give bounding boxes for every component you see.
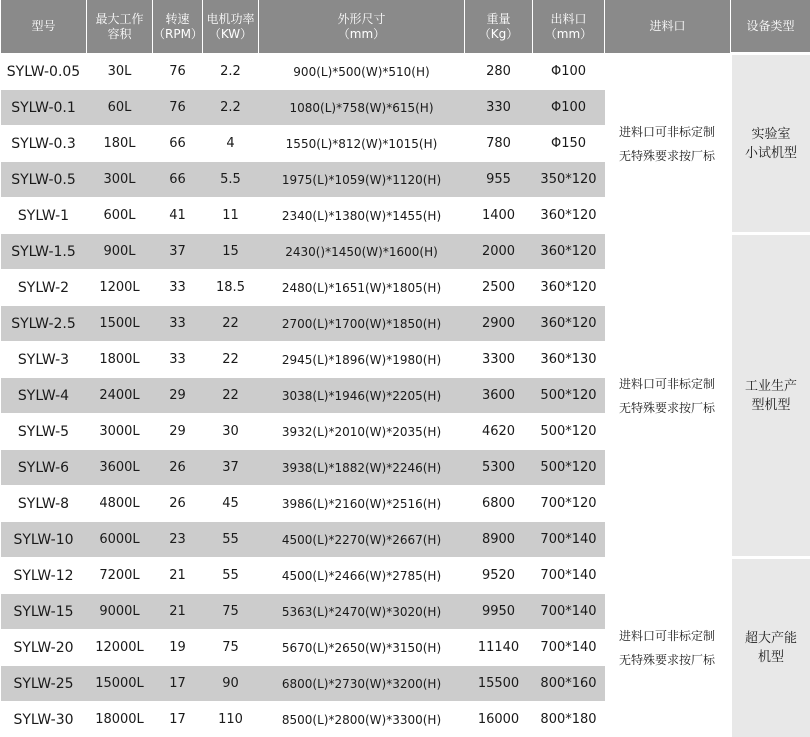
cell-model: SYLW-1.5 — [1, 234, 87, 270]
cell-weight: 16000 — [465, 702, 533, 737]
inlet-note-line: 无特殊要求按厂标 — [605, 396, 730, 420]
header-model: 型号 — [1, 0, 87, 54]
cell-model: SYLW-0.5 — [1, 162, 87, 198]
cell-outlet: 800*180 — [533, 702, 605, 737]
header-row — [1, 0, 810, 54]
cell-dimensions: 5670(L)*2650(W)*3150(H) — [259, 630, 465, 666]
cell-capacity: 1200L — [87, 270, 153, 306]
cell-outlet: 360*120 — [533, 198, 605, 234]
header-equipment-type: 设备类型 — [731, 0, 810, 54]
spec-table-body — [1, 54, 810, 737]
header-speed: 转速 （RPM） — [153, 0, 203, 54]
header-outlet: 出料口 （mm） — [533, 0, 605, 54]
cell-power: 30 — [203, 414, 259, 450]
inlet-note-line: 进料口可非标定制 — [605, 372, 730, 396]
cell-outlet: 360*130 — [533, 342, 605, 378]
cell-speed: 17 — [153, 666, 203, 702]
cell-dimensions: 3932(L)*2010(W)*2035(H) — [259, 414, 465, 450]
cell-weight: 2000 — [465, 234, 533, 270]
cell-dimensions: 2430()*1450(W)*1600(H) — [259, 234, 465, 270]
cell-dimensions: 1080(L)*758(W)*615(H) — [259, 90, 465, 126]
cell-speed: 33 — [153, 306, 203, 342]
cell-capacity: 6000L — [87, 522, 153, 558]
cell-dimensions: 5363(L)*2470(W)*3020(H) — [259, 594, 465, 630]
equipment-type-line: 小试机型 — [732, 144, 810, 163]
cell-weight: 280 — [465, 54, 533, 90]
cell-power: 4 — [203, 126, 259, 162]
cell-capacity: 1500L — [87, 306, 153, 342]
cell-power: 55 — [203, 558, 259, 594]
inlet-note-line: 无特殊要求按厂标 — [605, 648, 730, 672]
cell-power: 22 — [203, 306, 259, 342]
cell-power: 45 — [203, 486, 259, 522]
cell-capacity: 3000L — [87, 414, 153, 450]
inlet-note-line: 进料口可非标定制 — [605, 624, 730, 648]
cell-weight: 8900 — [465, 522, 533, 558]
cell-dimensions: 3986(L)*2160(W)*2516(H) — [259, 486, 465, 522]
cell-outlet: Φ100 — [533, 54, 605, 90]
cell-model: SYLW-3 — [1, 342, 87, 378]
cell-capacity: 4800L — [87, 486, 153, 522]
cell-outlet: 700*140 — [533, 558, 605, 594]
cell-model: SYLW-12 — [1, 558, 87, 594]
cell-speed: 33 — [153, 342, 203, 378]
cell-weight: 2500 — [465, 270, 533, 306]
cell-capacity: 30L — [87, 54, 153, 90]
cell-dimensions: 4500(L)*2466(W)*2785(H) — [259, 558, 465, 594]
cell-outlet: 360*120 — [533, 234, 605, 270]
inlet-note — [605, 234, 731, 558]
cell-dimensions: 1550(L)*812(W)*1015(H) — [259, 126, 465, 162]
header-capacity: 最大工作 容积 — [87, 0, 153, 54]
equipment-type-line: 实验室 — [732, 125, 810, 144]
cell-model: SYLW-15 — [1, 594, 87, 630]
cell-model: SYLW-0.05 — [1, 54, 87, 90]
inlet-note — [605, 54, 731, 234]
cell-speed: 26 — [153, 486, 203, 522]
cell-speed: 29 — [153, 414, 203, 450]
cell-model: SYLW-5 — [1, 414, 87, 450]
cell-speed: 76 — [153, 54, 203, 90]
cell-capacity: 180L — [87, 126, 153, 162]
cell-outlet: 350*120 — [533, 162, 605, 198]
cell-outlet: 700*120 — [533, 486, 605, 522]
cell-model: SYLW-1 — [1, 198, 87, 234]
cell-weight: 15500 — [465, 666, 533, 702]
cell-weight: 330 — [465, 90, 533, 126]
cell-weight: 3600 — [465, 378, 533, 414]
cell-power: 110 — [203, 702, 259, 737]
cell-weight: 2900 — [465, 306, 533, 342]
cell-weight: 6800 — [465, 486, 533, 522]
cell-outlet: 500*120 — [533, 414, 605, 450]
cell-weight: 1400 — [465, 198, 533, 234]
cell-outlet: 700*140 — [533, 522, 605, 558]
equipment-type-line: 机型 — [732, 648, 810, 667]
header-dimensions: 外形尺寸 （mm） — [259, 0, 465, 54]
header-power: 电机功率 （KW） — [203, 0, 259, 54]
inlet-note-line: 进料口可非标定制 — [605, 120, 730, 144]
cell-power: 22 — [203, 342, 259, 378]
equipment-type-line: 型机型 — [732, 396, 810, 415]
cell-capacity: 7200L — [87, 558, 153, 594]
cell-weight: 11140 — [465, 630, 533, 666]
cell-weight: 9950 — [465, 594, 533, 630]
cell-outlet: 800*160 — [533, 666, 605, 702]
cell-outlet: 700*140 — [533, 594, 605, 630]
cell-capacity: 900L — [87, 234, 153, 270]
cell-power: 18.5 — [203, 270, 259, 306]
equipment-type — [731, 54, 810, 234]
cell-outlet: 500*120 — [533, 450, 605, 486]
cell-outlet: 360*120 — [533, 270, 605, 306]
cell-speed: 66 — [153, 126, 203, 162]
cell-power: 75 — [203, 594, 259, 630]
cell-capacity: 600L — [87, 198, 153, 234]
cell-speed: 29 — [153, 378, 203, 414]
cell-speed: 23 — [153, 522, 203, 558]
cell-model: SYLW-4 — [1, 378, 87, 414]
cell-speed: 21 — [153, 594, 203, 630]
cell-model: SYLW-30 — [1, 702, 87, 737]
table-row — [1, 558, 810, 594]
cell-weight: 3300 — [465, 342, 533, 378]
cell-outlet: Φ150 — [533, 126, 605, 162]
cell-speed: 76 — [153, 90, 203, 126]
equipment-type-line: 超大产能 — [732, 629, 810, 648]
cell-power: 75 — [203, 630, 259, 666]
cell-dimensions: 4500(L)*2270(W)*2667(H) — [259, 522, 465, 558]
cell-speed: 26 — [153, 450, 203, 486]
equipment-type — [731, 558, 810, 737]
cell-speed: 66 — [153, 162, 203, 198]
cell-capacity: 2400L — [87, 378, 153, 414]
inlet-note — [605, 558, 731, 737]
cell-weight: 4620 — [465, 414, 533, 450]
cell-speed: 37 — [153, 234, 203, 270]
cell-model: SYLW-20 — [1, 630, 87, 666]
table-row — [1, 54, 810, 90]
inlet-note-line: 无特殊要求按厂标 — [605, 144, 730, 168]
cell-speed: 33 — [153, 270, 203, 306]
cell-speed: 17 — [153, 702, 203, 737]
cell-model: SYLW-2 — [1, 270, 87, 306]
cell-capacity: 9000L — [87, 594, 153, 630]
cell-weight: 9520 — [465, 558, 533, 594]
cell-model: SYLW-0.3 — [1, 126, 87, 162]
cell-power: 5.5 — [203, 162, 259, 198]
cell-outlet: 360*120 — [533, 306, 605, 342]
cell-model: SYLW-25 — [1, 666, 87, 702]
header-weight: 重量 （Kg） — [465, 0, 533, 54]
cell-power: 11 — [203, 198, 259, 234]
cell-capacity: 3600L — [87, 450, 153, 486]
cell-weight: 780 — [465, 126, 533, 162]
cell-weight: 5300 — [465, 450, 533, 486]
cell-dimensions: 2945(L)*1896(W)*1980(H) — [259, 342, 465, 378]
cell-capacity: 12000L — [87, 630, 153, 666]
cell-capacity: 60L — [87, 90, 153, 126]
cell-power: 2.2 — [203, 54, 259, 90]
cell-capacity: 15000L — [87, 666, 153, 702]
cell-dimensions: 3038(L)*1946(W)*2205(H) — [259, 378, 465, 414]
cell-outlet: Φ100 — [533, 90, 605, 126]
cell-capacity: 18000L — [87, 702, 153, 737]
equipment-type — [731, 234, 810, 558]
equipment-type-line: 工业生产 — [732, 377, 810, 396]
cell-power: 55 — [203, 522, 259, 558]
cell-power: 15 — [203, 234, 259, 270]
cell-dimensions: 2340(L)*1380(W)*1455(H) — [259, 198, 465, 234]
cell-model: SYLW-0.1 — [1, 90, 87, 126]
header-inlet: 进料口 — [605, 0, 731, 54]
cell-dimensions: 2480(L)*1651(W)*1805(H) — [259, 270, 465, 306]
cell-dimensions: 3938(L)*1882(W)*2246(H) — [259, 450, 465, 486]
cell-dimensions: 6800(L)*2730(W)*3200(H) — [259, 666, 465, 702]
cell-model: SYLW-8 — [1, 486, 87, 522]
cell-capacity: 1800L — [87, 342, 153, 378]
cell-capacity: 300L — [87, 162, 153, 198]
cell-outlet: 700*140 — [533, 630, 605, 666]
cell-weight: 955 — [465, 162, 533, 198]
cell-dimensions: 8500(L)*2800(W)*3300(H) — [259, 702, 465, 737]
cell-power: 37 — [203, 450, 259, 486]
cell-dimensions: 900(L)*500(W)*510(H) — [259, 54, 465, 90]
cell-power: 22 — [203, 378, 259, 414]
cell-model: SYLW-10 — [1, 522, 87, 558]
cell-model: SYLW-6 — [1, 450, 87, 486]
table-row — [1, 234, 810, 270]
cell-speed: 41 — [153, 198, 203, 234]
cell-outlet: 500*120 — [533, 378, 605, 414]
cell-speed: 19 — [153, 630, 203, 666]
cell-dimensions: 1975(L)*1059(W)*1120(H) — [259, 162, 465, 198]
cell-dimensions: 2700(L)*1700(W)*1850(H) — [259, 306, 465, 342]
cell-power: 2.2 — [203, 90, 259, 126]
cell-speed: 21 — [153, 558, 203, 594]
cell-model: SYLW-2.5 — [1, 306, 87, 342]
cell-power: 90 — [203, 666, 259, 702]
